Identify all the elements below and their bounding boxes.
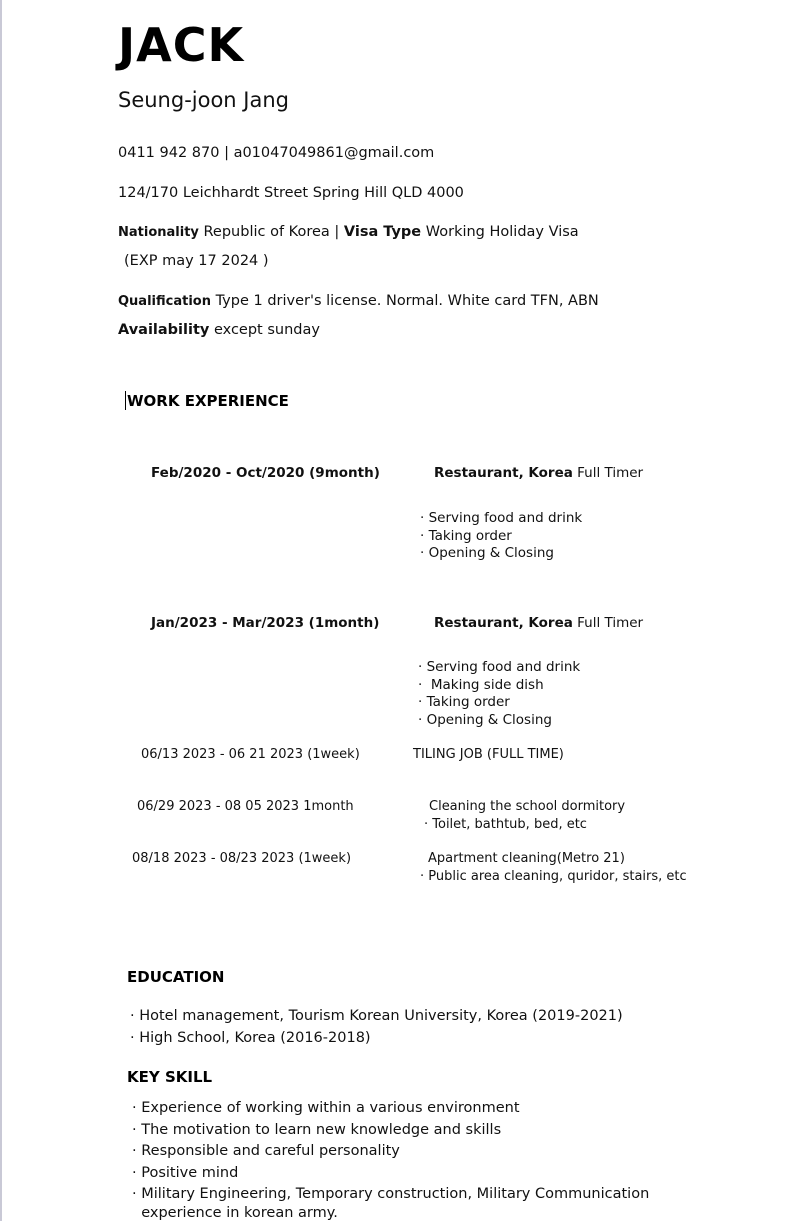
address-line: 124/170 Leichhardt Street Spring Hill QLD 4000	[118, 185, 464, 201]
job-2-duty: · Opening & Closing	[418, 712, 580, 730]
qualification-label: Qualification	[118, 294, 211, 309]
skill-item: experience in korean army.	[132, 1203, 649, 1224]
qualification-line	[118, 293, 599, 309]
visa-label: Visa Type	[344, 224, 421, 240]
availability-value: except sunday	[214, 322, 320, 338]
job-4-title: Cleaning the school dormitory	[429, 799, 625, 814]
availability-label: Availability	[118, 322, 209, 338]
job-5-duty: · Public area cleaning, quridor, stairs, etc	[420, 869, 687, 884]
skill-item: · Experience of working within a various environment	[132, 1098, 649, 1120]
job-2-title	[434, 615, 643, 631]
skill-item: · Military Engineering, Temporary construction, Military Communication	[132, 1184, 649, 1206]
education-item: · High School, Korea (2016-2018)	[130, 1028, 623, 1050]
key-skill-heading: KEY SKILL	[127, 1068, 212, 1086]
job-4-duty: · Toilet, bathtub, bed, etc	[424, 817, 587, 832]
work-experience-heading: WORK EXPERIENCE	[127, 392, 289, 410]
nationality-visa-line	[118, 224, 579, 240]
skill-item: · Responsible and careful personality	[132, 1141, 649, 1163]
education-list	[130, 1006, 623, 1049]
job-1-duty: · Serving food and drink	[420, 510, 582, 528]
job-1-dates: Feb/2020 - Oct/2020 (9month)	[151, 465, 380, 481]
job-3-title: TILING JOB (FULL TIME)	[413, 747, 564, 762]
job-2-type: Full Timer	[577, 615, 643, 631]
resume-title: JACK	[118, 18, 244, 72]
contact-line: 0411 942 870 | a01047049861@gmail.com	[118, 145, 434, 161]
availability-line	[118, 322, 320, 338]
visa-expiry: (EXP may 17 2024 )	[124, 253, 269, 269]
job-2-duty: · Taking order	[418, 694, 580, 712]
job-4-dates: 06/29 2023 - 08 05 2023 1month	[137, 799, 354, 814]
education-item: · Hotel management, Tourism Korean University, Korea (2019-2021)	[130, 1006, 623, 1028]
skill-item: · Positive mind	[132, 1163, 649, 1185]
key-skill-list	[132, 1098, 649, 1224]
job-1-duties	[420, 510, 582, 563]
text-cursor	[125, 391, 126, 410]
job-2-duties	[418, 659, 580, 729]
visa-value: Working Holiday Visa	[426, 224, 579, 240]
job-2-dates: Jan/2023 - Mar/2023 (1month)	[151, 615, 379, 631]
job-1-duty: · Taking order	[420, 528, 582, 546]
job-2-duty: · Making side dish	[418, 677, 580, 695]
job-5-dates: 08/18 2023 - 08/23 2023 (1week)	[132, 851, 351, 866]
qualification-value: Type 1 driver's license. Normal. White card TFN, ABN	[216, 293, 599, 309]
job-2-duty: · Serving food and drink	[418, 659, 580, 677]
page-left-border	[0, 0, 2, 1221]
job-1-title	[434, 465, 643, 481]
job-5-title: Apartment cleaning(Metro 21)	[428, 851, 625, 866]
job-1-place: Restaurant, Korea	[434, 465, 573, 481]
job-3-dates: 06/13 2023 - 06 21 2023 (1week)	[141, 747, 360, 762]
job-1-type: Full Timer	[577, 465, 643, 481]
full-name: Seung-joon Jang	[118, 88, 289, 112]
job-2-place: Restaurant, Korea	[434, 615, 573, 631]
education-heading: EDUCATION	[127, 968, 224, 986]
job-1-duty: · Opening & Closing	[420, 545, 582, 563]
nationality-label: Nationality	[118, 225, 199, 240]
nationality-value: Republic of Korea |	[204, 224, 340, 240]
skill-item: · The motivation to learn new knowledge and skills	[132, 1120, 649, 1142]
